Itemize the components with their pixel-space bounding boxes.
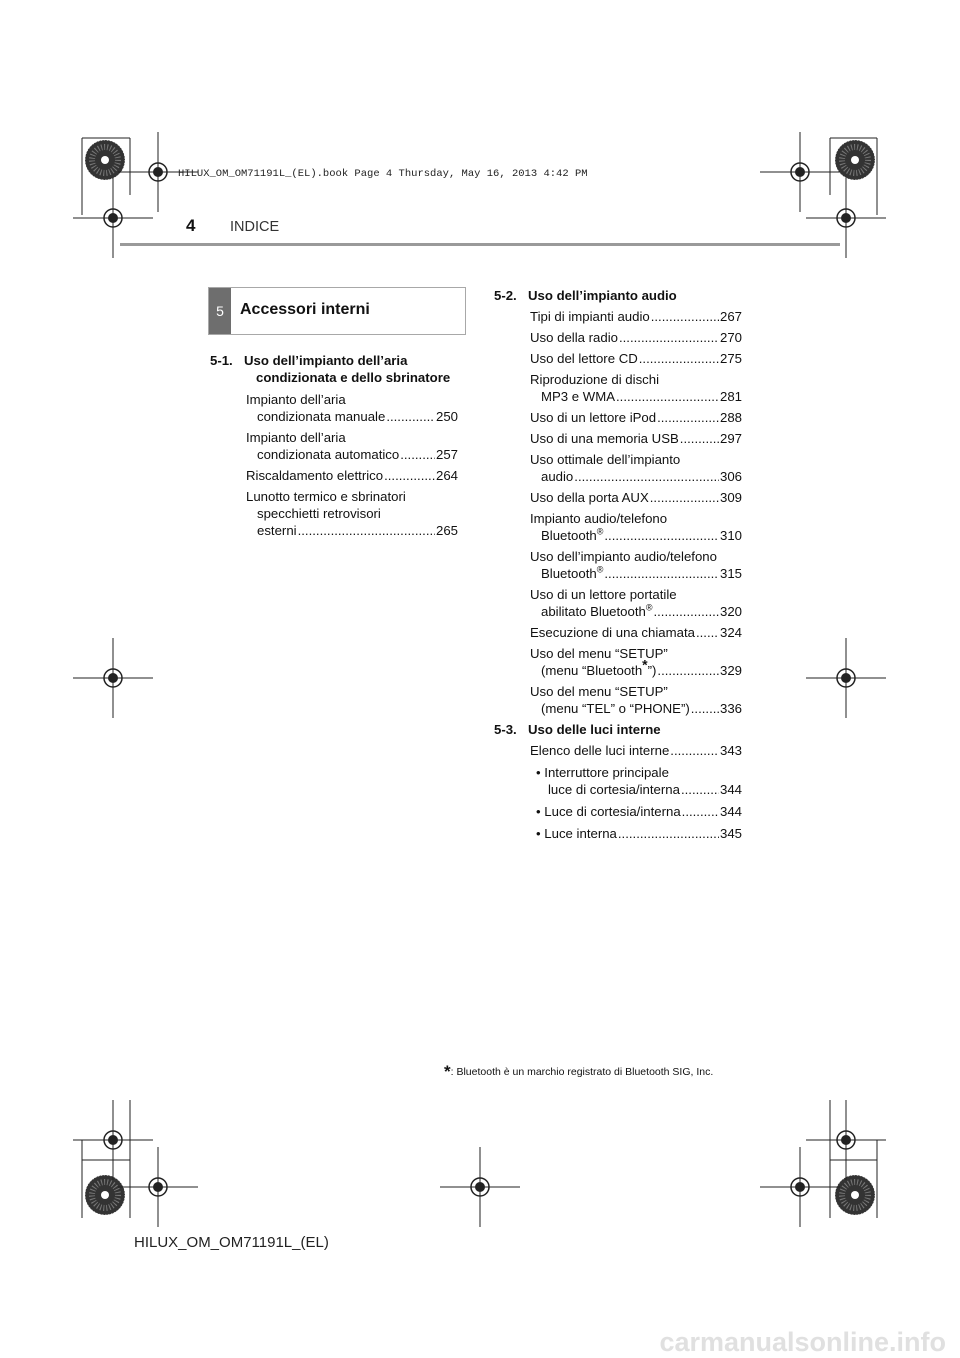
entry-page: 344 <box>719 804 742 819</box>
bullet: • <box>536 826 541 841</box>
section-title: Uso delle luci interne <box>528 722 661 737</box>
entry-text: Impianto dell’aria <box>246 430 346 445</box>
registered-mark: ® <box>645 602 653 613</box>
footnote-text: : Bluetooth è un marchio registrato di Bluetooth SIG, Inc. <box>450 1066 714 1078</box>
entry-page: 267 <box>719 309 742 324</box>
entry-text: Luce interna <box>544 826 617 841</box>
entry-text: Bluetooth <box>541 566 597 581</box>
entry-text: Riproduzione di dischi <box>530 372 660 387</box>
entry-text: (menu “Bluetooth <box>541 663 643 678</box>
entry-text: Tipi di impianti audio <box>530 309 650 324</box>
entry-page: 336 <box>719 701 742 716</box>
entry-text: Uso della radio <box>530 330 618 345</box>
entry-page: 264 <box>435 468 458 483</box>
entry-text: abilitato Bluetooth <box>541 604 646 619</box>
entry-text: MP3 e WMA <box>541 389 616 404</box>
entry-page: 310 <box>719 528 742 543</box>
entry-text: Uso di un lettore iPod <box>530 410 657 425</box>
book-file-header: HILUX_OM_OM71191L_(EL).book Page 4 Thursday, May 16, 2013 4:42 PM <box>178 168 588 180</box>
entry-text: Uso di una memoria USB <box>530 431 679 446</box>
section-number: 5-2. <box>494 288 517 303</box>
entry-page: 324 <box>719 625 742 640</box>
registered-mark: ® <box>596 564 604 575</box>
entry-text: Uso ottimale dell’impianto <box>530 452 681 467</box>
chapter-number: 5 <box>209 288 231 334</box>
section-title-cont: condizionata e dello sbrinatore <box>256 370 451 385</box>
chapter-title: Accessori interni <box>240 301 370 318</box>
entry-page: 275 <box>719 351 742 366</box>
entry-text: Lunotto termico e sbrinatori <box>246 489 406 504</box>
entry-text: Uso di un lettore portatile <box>530 587 677 602</box>
registered-mark: ® <box>596 526 604 537</box>
entry-text: condizionata manuale <box>257 409 386 424</box>
entry-text: ”) <box>647 663 657 678</box>
entry-page: 265 <box>435 523 458 538</box>
entry-page: 250 <box>435 409 458 424</box>
entry-text: audio <box>541 469 574 484</box>
entry-text: Uso del lettore CD <box>530 351 638 366</box>
entry-text: Uso del menu “SETUP” <box>530 684 668 699</box>
entry-page: 281 <box>719 389 742 404</box>
entry-text: Uso dell’impianto audio/telefono <box>530 549 717 564</box>
section-title: Uso dell’impianto dell’aria <box>244 353 408 368</box>
entry-text: luce di cortesia/interna <box>548 782 680 797</box>
bullet: • <box>536 765 541 780</box>
section-title: Uso dell’impianto audio <box>528 288 677 303</box>
section-title: INDICE <box>230 219 280 235</box>
entry-text: esterni <box>257 523 297 538</box>
entry-text: Impianto dell’aria <box>246 392 346 407</box>
entry-page: 345 <box>719 826 742 841</box>
entry-page: 320 <box>719 604 742 619</box>
entry-text: Riscaldamento elettrico <box>246 468 384 483</box>
entry-page: 344 <box>719 782 742 797</box>
footer-manual-code: HILUX_OM_OM71191L_(EL) <box>134 1234 329 1251</box>
entry-page: 309 <box>719 490 742 505</box>
footnote-star: * <box>642 656 648 673</box>
entry-text: condizionata automatico <box>257 447 400 462</box>
watermark-text: carmanualsonline.info <box>659 1327 946 1357</box>
entry-page: 257 <box>435 447 458 462</box>
entry-text: Uso della porta AUX <box>530 490 649 505</box>
entry-text: Bluetooth <box>541 528 597 543</box>
page-number: 4 <box>186 216 196 235</box>
entry-text: Esecuzione di una chiamata <box>530 625 695 640</box>
entry-page: 329 <box>719 663 742 678</box>
bullet: • <box>536 804 541 819</box>
entry-page: 288 <box>719 410 742 425</box>
entry-text: Uso del menu “SETUP” <box>530 646 668 661</box>
entry-page: 297 <box>719 431 742 446</box>
section-number: 5-3. <box>494 722 517 737</box>
section-number: 5-1. <box>210 353 233 368</box>
entry-page: 270 <box>719 330 742 345</box>
entry-text: Impianto audio/telefono <box>530 511 668 526</box>
entry-text: Luce di cortesia/interna <box>544 804 681 819</box>
entry-text: Interruttore principale <box>544 765 669 780</box>
entry-text: Elenco delle luci interne <box>530 743 670 758</box>
entry-page: 306 <box>719 469 742 484</box>
entry-text: (menu “TEL” o “PHONE”) <box>541 701 690 716</box>
entry-page: 343 <box>719 743 742 758</box>
footnote-star: * <box>444 1062 451 1081</box>
entry-page: 315 <box>719 566 742 581</box>
entry-text: specchietti retrovisori <box>257 506 381 521</box>
